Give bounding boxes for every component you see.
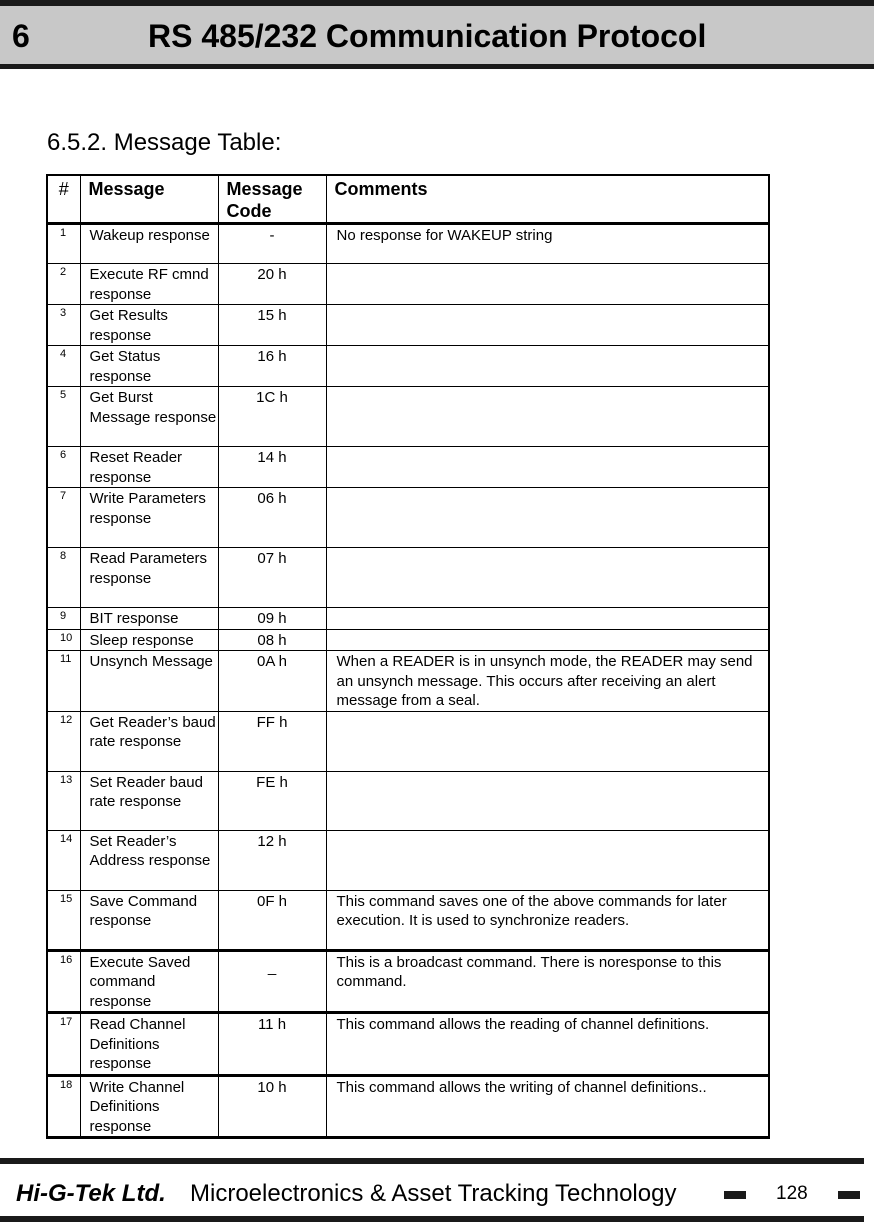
row-number: 10 bbox=[47, 629, 80, 651]
row-number: 18 bbox=[47, 1075, 80, 1138]
row-number: 11 bbox=[47, 651, 80, 712]
row-message: Set Reader baud rate response bbox=[80, 771, 218, 830]
chapter-number: 6 bbox=[12, 18, 30, 54]
table-row bbox=[47, 488, 769, 548]
row-code: 20 h bbox=[218, 264, 326, 305]
footer-top-rule bbox=[0, 1158, 864, 1164]
row-number: 16 bbox=[47, 950, 80, 1013]
row-number: 1 bbox=[47, 224, 80, 264]
table-row bbox=[47, 224, 769, 264]
col-header-message-code: Message Code bbox=[218, 175, 326, 224]
row-number: 2 bbox=[47, 264, 80, 305]
table-row bbox=[47, 1013, 769, 1076]
row-message: Reset Reader response bbox=[80, 447, 218, 488]
row-code: 16 h bbox=[218, 346, 326, 387]
table-row bbox=[47, 711, 769, 771]
row-message: BIT response bbox=[80, 608, 218, 630]
row-comment: When a READER is in unsynch mode, the READER may send an unsynch message. This occurs after receiving an alert message from a seal. bbox=[326, 651, 769, 712]
table-row bbox=[47, 830, 769, 890]
row-comment bbox=[326, 387, 769, 447]
table-row bbox=[47, 387, 769, 447]
row-message: Sleep response bbox=[80, 629, 218, 651]
table-row bbox=[47, 346, 769, 387]
row-comment bbox=[326, 830, 769, 890]
row-number: 8 bbox=[47, 548, 80, 608]
table-header-row bbox=[47, 175, 769, 224]
row-number: 12 bbox=[47, 711, 80, 771]
footer-company: Hi-G-Tek Ltd. bbox=[16, 1180, 166, 1207]
row-code: 12 h bbox=[218, 830, 326, 890]
row-message: Get Results response bbox=[80, 305, 218, 346]
row-number: 7 bbox=[47, 488, 80, 548]
table-row bbox=[47, 548, 769, 608]
row-number: 15 bbox=[47, 890, 80, 950]
page-number: 128 bbox=[776, 1183, 808, 1204]
row-code: FF h bbox=[218, 711, 326, 771]
table-row bbox=[47, 651, 769, 712]
row-code: 0A h bbox=[218, 651, 326, 712]
table-row bbox=[47, 950, 769, 1013]
footer-tagline: Microelectronics & Asset Tracking Technology bbox=[190, 1180, 677, 1207]
chapter-title: RS 485/232 Communication Protocol bbox=[148, 18, 707, 54]
footer-mark-right bbox=[838, 1191, 860, 1199]
row-message: Get Status response bbox=[80, 346, 218, 387]
col-header-message: Message bbox=[80, 175, 218, 224]
row-comment: This command saves one of the above commands for later execution. It is used to synchronize readers. bbox=[326, 890, 769, 950]
row-message: Wakeup response bbox=[80, 224, 218, 264]
row-code: 06 h bbox=[218, 488, 326, 548]
col-header-number: # bbox=[47, 175, 80, 224]
row-code: 15 h bbox=[218, 305, 326, 346]
row-comment: This is a broadcast command. There is noresponse to this command. bbox=[326, 950, 769, 1013]
row-code: 10 h bbox=[218, 1075, 326, 1138]
row-message: Execute Saved command response bbox=[80, 950, 218, 1013]
row-code: FE h bbox=[218, 771, 326, 830]
row-comment bbox=[326, 608, 769, 630]
row-comment bbox=[326, 711, 769, 771]
row-message: Unsynch Message bbox=[80, 651, 218, 712]
col-header-comments: Comments bbox=[326, 175, 769, 224]
row-code: 11 h bbox=[218, 1013, 326, 1076]
row-comment bbox=[326, 305, 769, 346]
row-message: Write Parameters response bbox=[80, 488, 218, 548]
row-number: 13 bbox=[47, 771, 80, 830]
table-row bbox=[47, 771, 769, 830]
row-code: - bbox=[218, 224, 326, 264]
row-message: Execute RF cmnd response bbox=[80, 264, 218, 305]
row-comment bbox=[326, 771, 769, 830]
row-number: 14 bbox=[47, 830, 80, 890]
row-comment bbox=[326, 447, 769, 488]
message-table bbox=[46, 174, 770, 1139]
header-bottom-rule bbox=[0, 64, 874, 69]
row-code: 08 h bbox=[218, 629, 326, 651]
row-message: Read Parameters response bbox=[80, 548, 218, 608]
section-title: 6.5.2. Message Table: bbox=[47, 129, 282, 156]
row-comment bbox=[326, 548, 769, 608]
row-comment bbox=[326, 264, 769, 305]
row-number: 3 bbox=[47, 305, 80, 346]
row-message: Set Reader’s Address response bbox=[80, 830, 218, 890]
row-number: 4 bbox=[47, 346, 80, 387]
row-comment: No response for WAKEUP string bbox=[326, 224, 769, 264]
row-number: 6 bbox=[47, 447, 80, 488]
row-number: 9 bbox=[47, 608, 80, 630]
row-message: Write Channel Definitions response bbox=[80, 1075, 218, 1138]
footer-bottom-rule bbox=[0, 1216, 864, 1222]
row-comment: This command allows the writing of channel definitions.. bbox=[326, 1075, 769, 1138]
row-comment: This command allows the reading of channel definitions. bbox=[326, 1013, 769, 1076]
row-comment bbox=[326, 488, 769, 548]
table-row bbox=[47, 305, 769, 346]
table-row bbox=[47, 264, 769, 305]
row-code: 0F h bbox=[218, 890, 326, 950]
row-message: Get Burst Message response bbox=[80, 387, 218, 447]
table-row bbox=[47, 890, 769, 950]
row-code: 07 h bbox=[218, 548, 326, 608]
row-message: Read Channel Definitions response bbox=[80, 1013, 218, 1076]
row-code: 14 h bbox=[218, 447, 326, 488]
row-message: Get Reader’s baud rate response bbox=[80, 711, 218, 771]
footer-mark-left bbox=[724, 1191, 746, 1199]
row-number: 5 bbox=[47, 387, 80, 447]
table-row bbox=[47, 608, 769, 630]
row-code: 1C h bbox=[218, 387, 326, 447]
row-comment bbox=[326, 346, 769, 387]
row-code: 09 h bbox=[218, 608, 326, 630]
table-row bbox=[47, 447, 769, 488]
table-body bbox=[47, 224, 769, 1138]
row-number: 17 bbox=[47, 1013, 80, 1076]
table-row bbox=[47, 1075, 769, 1138]
row-comment bbox=[326, 629, 769, 651]
row-code: _ bbox=[218, 950, 326, 1013]
table-row bbox=[47, 629, 769, 651]
row-message: Save Command response bbox=[80, 890, 218, 950]
